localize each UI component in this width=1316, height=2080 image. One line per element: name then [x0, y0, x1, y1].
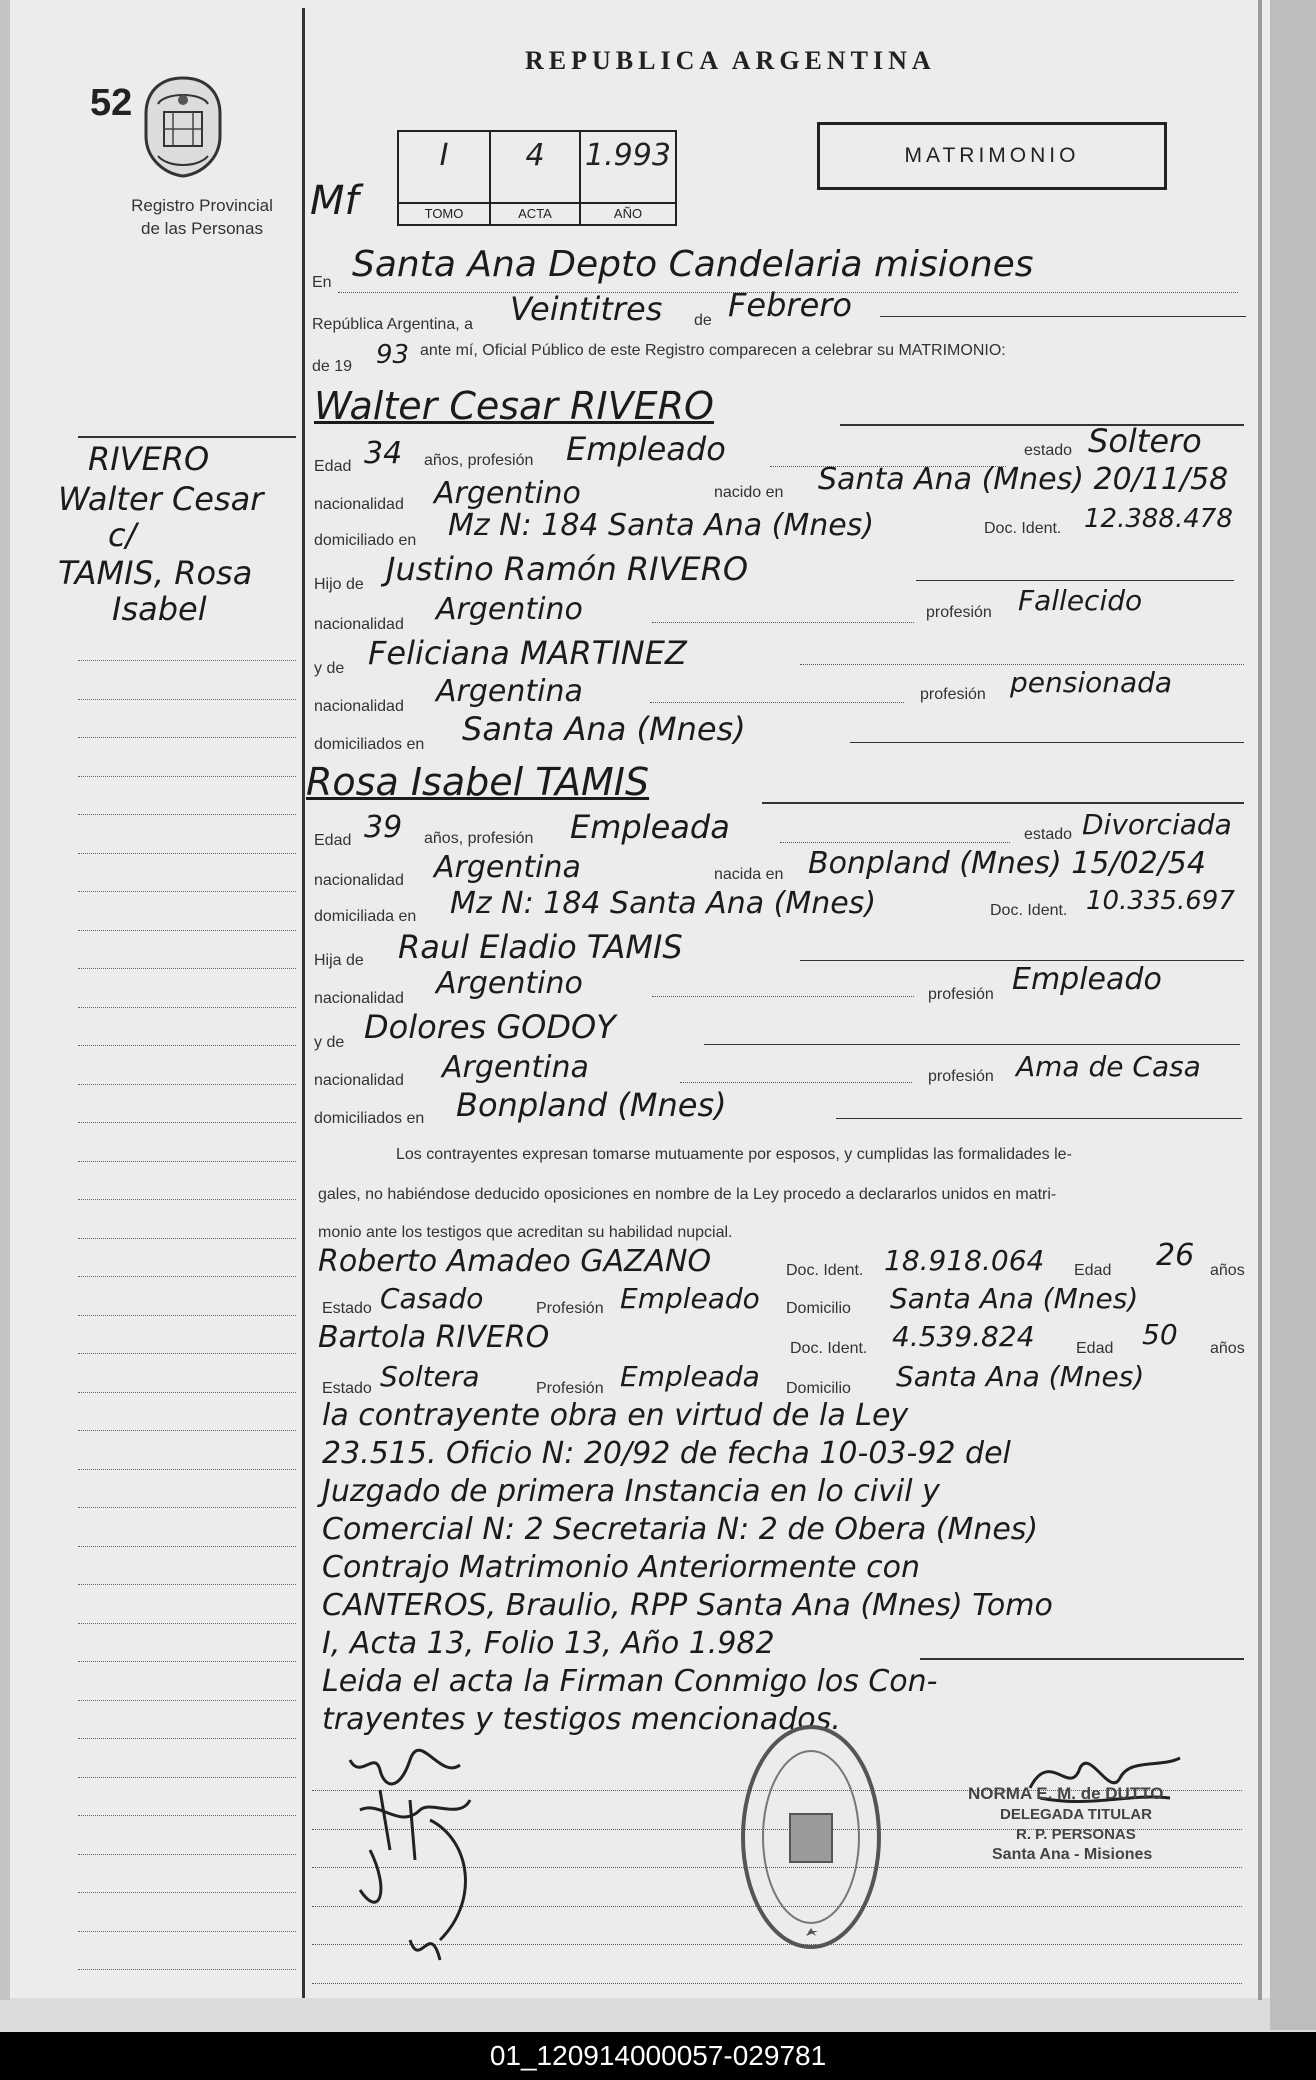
margin-ruled-line — [78, 1892, 296, 1893]
bride-doc-label: Doc. Ident. — [990, 902, 1068, 919]
witness-1-dom-label: Domicilio — [786, 1300, 851, 1317]
groom-age-label: Edad — [314, 458, 352, 475]
witness-1-years-label: años — [1210, 1262, 1245, 1279]
bride-profession: Empleada — [570, 808, 730, 846]
groom-address: Mz N: 184 Santa Ana (Mnes) — [448, 508, 875, 543]
margin-ruled-line — [78, 1507, 296, 1508]
bride-mother-line — [704, 1044, 1240, 1045]
groom-age: 34 — [364, 436, 403, 471]
witness-2-name: Bartola RIVERO — [318, 1320, 550, 1355]
groom-father: Justino Ramón RIVERO — [386, 550, 749, 588]
note-line: trayentes y testigos mencionados. — [322, 1702, 841, 1737]
bride-name: Rosa Isabel TAMIS — [306, 760, 650, 804]
groom-parents-dom: Santa Ana (Mnes) — [462, 710, 746, 748]
year-prefix: de 19 — [312, 358, 353, 375]
anio-box — [581, 132, 675, 224]
bride-born: Bonpland (Mnes) 15/02/54 — [808, 846, 1206, 881]
margin-ruled-line — [78, 1854, 296, 1855]
bride-mother-label: y de — [314, 1034, 345, 1051]
margin-note-top-rule — [78, 436, 296, 438]
witness-2-age: 50 — [1142, 1318, 1178, 1351]
bride-father-nat-label: nacionalidad — [314, 990, 404, 1007]
note-line: 23.515. Oficio N: 20/92 de fecha 10-03-92 del — [322, 1436, 1011, 1471]
margin-ruled-line — [78, 1969, 296, 1970]
margin-ruled-line — [78, 1161, 296, 1162]
groom-mother-prof: pensionada — [1010, 666, 1173, 699]
declaration-line-1: Los contrayentes expresan tomarse mutuamente por esposos, y cumplidas las formalidades le- — [396, 1146, 1072, 1163]
witness-2-prof-label: Profesión — [536, 1380, 604, 1397]
margin-ruled-line — [78, 776, 296, 777]
margin-note-line: Isabel — [112, 590, 207, 628]
note-end-rule — [920, 1658, 1244, 1660]
bride-doc: 10.335.697 — [1086, 886, 1235, 916]
page-number: 52 — [90, 82, 133, 124]
bride-mother-prof: Ama de Casa — [1016, 1050, 1201, 1083]
groom-doc: 12.388.478 — [1084, 504, 1233, 534]
margin-ruled-line — [78, 1931, 296, 1932]
contracting-parties-signatures — [320, 1740, 550, 1980]
officer-title: DELEGADA TITULAR — [1000, 1806, 1152, 1823]
margin-ruled-line — [78, 1469, 296, 1470]
place-value: Santa Ana Depto Candelaria misiones — [352, 244, 1034, 285]
bride-address: Mz N: 184 Santa Ana (Mnes) — [450, 886, 877, 921]
witness-1-prof-label: Profesión — [536, 1300, 604, 1317]
document-type-box: MATRIMONIO — [817, 122, 1167, 190]
margin-ruled-line — [78, 968, 296, 969]
tomo-value: I — [439, 138, 449, 173]
groom-father-prof: Fallecido — [1018, 584, 1143, 617]
margin-note-line: Walter Cesar — [58, 480, 264, 518]
bride-age-label: Edad — [314, 832, 352, 849]
witness-1-profession: Empleado — [620, 1282, 760, 1315]
acta-value: 4 — [525, 138, 545, 173]
groom-nationality: Argentino — [434, 476, 581, 511]
witness-1-age: 26 — [1156, 1238, 1195, 1273]
margin-ruled-line — [78, 1546, 296, 1547]
official-seal-stamp — [740, 1724, 882, 1950]
bride-name-rule — [762, 802, 1244, 804]
groom-mother-prof-label: profesión — [920, 686, 986, 703]
bride-age: 39 — [364, 810, 403, 845]
bride-state: Divorciada — [1082, 808, 1232, 841]
registry-line-1: Registro Provincial — [131, 196, 273, 215]
groom-doc-label: Doc. Ident. — [984, 520, 1062, 537]
margin-ruled-line — [78, 1276, 296, 1277]
witness-2-profession: Empleada — [620, 1360, 760, 1393]
bride-born-label: nacida en — [714, 866, 784, 883]
groom-prof-label: años, profesión — [424, 452, 534, 469]
margin-ruled-line — [78, 1700, 296, 1701]
bride-prof-line — [780, 842, 1010, 843]
page-edge-shadow — [1258, 0, 1262, 2000]
bride-father-nat: Argentino — [436, 966, 583, 1001]
groom-father-nat-line — [652, 622, 914, 623]
officer-name: NORMA E. M. de DUTTO — [968, 1784, 1164, 1803]
groom-mother: Feliciana MARTINEZ — [368, 634, 687, 672]
groom-parents-dom-label: domiciliados en — [314, 736, 425, 753]
witness-2-address: Santa Ana (Mnes) — [896, 1360, 1145, 1393]
margin-ruled-line — [78, 1084, 296, 1085]
groom-state-label: estado — [1024, 442, 1073, 459]
body-ruled-line — [312, 1983, 1242, 1984]
year-suffix: 93 — [376, 340, 410, 370]
margin-ruled-line — [78, 1199, 296, 1200]
bride-father-label: Hija de — [314, 952, 364, 969]
page-binding — [0, 0, 10, 2000]
margin-ruled-line — [78, 1430, 296, 1431]
margin-ruled-line — [78, 699, 296, 700]
bride-father-prof: Empleado — [1012, 962, 1162, 997]
bride-parents-dom-label: domiciliados en — [314, 1110, 425, 1127]
groom-mother-nat-label: nacionalidad — [314, 698, 404, 715]
bride-parents-dom-line — [836, 1118, 1242, 1119]
bride-father: Raul Eladio TAMIS — [398, 928, 683, 966]
margin-ruled-line — [78, 1738, 296, 1739]
note-line: Leida el acta la Firman Conmigo los Con- — [322, 1664, 938, 1699]
margin-ruled-line — [78, 737, 296, 738]
margin-ruled-line — [78, 1392, 296, 1393]
witness-2-doc-label: Doc. Ident. — [790, 1340, 868, 1357]
month-de-label: de — [694, 312, 712, 329]
groom-father-nat-label: nacionalidad — [314, 616, 404, 633]
bride-parents-dom: Bonpland (Mnes) — [456, 1086, 727, 1124]
margin-note-line: TAMIS, Rosa — [58, 554, 253, 592]
witness-1-doc: 18.918.064 — [884, 1244, 1045, 1277]
margin-note-line: RIVERO — [88, 440, 210, 478]
margin-ruled-line — [78, 930, 296, 931]
bride-mother-nat-label: nacionalidad — [314, 1072, 404, 1089]
margin-ruled-line — [78, 1661, 296, 1662]
bride-nat-label: nacionalidad — [314, 872, 404, 889]
declaration-line-3: monio ante los testigos que acreditan su habilidad nupcial. — [318, 1224, 733, 1241]
officer-initials: Mf — [310, 178, 359, 224]
margin-ruled-line — [78, 1777, 296, 1778]
month-value: Febrero — [728, 286, 852, 324]
witness-2-state-label: Estado — [322, 1380, 372, 1397]
margin-ruled-line — [78, 1815, 296, 1816]
groom-profession: Empleado — [566, 430, 726, 468]
tomo-box — [399, 132, 491, 224]
officer-office: R. P. PERSONAS — [1016, 1826, 1136, 1843]
month-line — [880, 316, 1246, 317]
acta-label: ACTA — [491, 202, 579, 221]
record-id-boxes — [397, 130, 677, 226]
groom-state: Soltero — [1088, 422, 1202, 460]
declaration-line-2: gales, no habiéndose deducido oposiciones en nombre de la Ley procedo a declararlos unidos en matri- — [318, 1186, 1057, 1203]
groom-dom-label: domiciliado en — [314, 532, 417, 549]
republic-label: República Argentina, a — [312, 316, 473, 333]
groom-name: Walter Cesar RIVERO — [314, 384, 714, 428]
province-coat-of-arms-logo — [140, 74, 226, 178]
witness-2-state: Soltera — [380, 1360, 480, 1393]
bride-father-prof-label: profesión — [928, 986, 994, 1003]
bride-father-line — [800, 960, 1244, 961]
en-label: En — [312, 274, 332, 291]
bride-mother-nat: Argentina — [442, 1050, 589, 1085]
witness-1-state-label: Estado — [322, 1300, 372, 1317]
margin-ruled-line — [78, 853, 296, 854]
margin-ruled-line — [78, 660, 296, 661]
page-edge — [1270, 0, 1316, 2030]
witness-2-dom-label: Domicilio — [786, 1380, 851, 1397]
margin-ruled-line — [78, 1584, 296, 1585]
witness-2-age-label: Edad — [1076, 1340, 1114, 1357]
margin-border — [302, 8, 305, 1998]
margin-ruled-line — [78, 1353, 296, 1354]
margin-ruled-line — [78, 1623, 296, 1624]
bride-prof-label: años, profesión — [424, 830, 534, 847]
witness-1-state: Casado — [380, 1282, 484, 1315]
groom-father-label: Hijo de — [314, 576, 364, 593]
witness-1-address: Santa Ana (Mnes) — [890, 1282, 1139, 1315]
groom-nat-label: nacionalidad — [314, 496, 404, 513]
anio-value: 1.993 — [585, 138, 671, 173]
margin-note-line: c/ — [108, 516, 137, 554]
country-title: REPUBLICA ARGENTINA — [525, 46, 936, 75]
margin-ruled-line — [78, 814, 296, 815]
groom-born-label: nacido en — [714, 484, 784, 501]
bride-nationality: Argentina — [434, 850, 581, 885]
registry-name — [92, 194, 312, 240]
margin-ruled-line — [78, 1007, 296, 1008]
witness-2-doc: 4.539.824 — [892, 1320, 1035, 1353]
note-line: CANTEROS, Braulio, RPP Santa Ana (Mnes) Tomo — [322, 1588, 1053, 1623]
note-line: la contrayente obra en virtud de la Ley — [322, 1398, 909, 1433]
bride-mother-nat-line — [680, 1082, 912, 1083]
tomo-label: TOMO — [399, 202, 489, 221]
bride-father-nat-line — [652, 996, 914, 997]
day-value: Veintitres — [510, 290, 663, 328]
intro-statement: ante mí, Oficial Público de este Registro comparecen a celebrar su MATRIMONIO: — [420, 342, 1006, 359]
note-line: I, Acta 13, Folio 13, Año 1.982 — [322, 1626, 775, 1661]
witness-2-years-label: años — [1210, 1340, 1245, 1357]
acta-box — [491, 132, 581, 224]
witness-1-doc-label: Doc. Ident. — [786, 1262, 864, 1279]
groom-mother-line — [800, 664, 1244, 665]
note-line: Juzgado de primera Instancia en lo civil y — [322, 1474, 940, 1509]
bride-state-label: estado — [1024, 826, 1073, 843]
bride-mother: Dolores GODOY — [364, 1008, 616, 1046]
archive-id-footer: 01_120914000057-029781 — [0, 2032, 1316, 2080]
bride-mother-prof-label: profesión — [928, 1068, 994, 1085]
margin-ruled-line — [78, 891, 296, 892]
registry-line-2: de las Personas — [141, 219, 263, 238]
witness-1-age-label: Edad — [1074, 1262, 1112, 1279]
groom-father-line — [916, 580, 1234, 581]
margin-ruled-line — [78, 1315, 296, 1316]
groom-parents-dom-line — [850, 742, 1244, 743]
groom-mother-label: y de — [314, 660, 345, 677]
groom-mother-nat: Argentina — [436, 674, 583, 709]
note-line: Contrajo Matrimonio Anteriormente con — [322, 1550, 920, 1585]
officer-location: Santa Ana - Misiones — [992, 1846, 1153, 1863]
margin-ruled-line — [78, 1238, 296, 1239]
groom-mother-nat-line — [650, 702, 904, 703]
groom-born: Santa Ana (Mnes) 20/11/58 — [818, 462, 1229, 497]
groom-father-prof-label: profesión — [926, 604, 992, 621]
groom-father-nat: Argentino — [436, 592, 583, 627]
witness-1-name: Roberto Amadeo GAZANO — [318, 1244, 712, 1279]
margin-ruled-line — [78, 1122, 296, 1123]
bride-dom-label: domiciliada en — [314, 908, 417, 925]
margin-ruled-line — [78, 1045, 296, 1046]
anio-label: AÑO — [581, 202, 675, 221]
note-line: Comercial N: 2 Secretaria N: 2 de Obera (Mnes) — [322, 1512, 1039, 1547]
